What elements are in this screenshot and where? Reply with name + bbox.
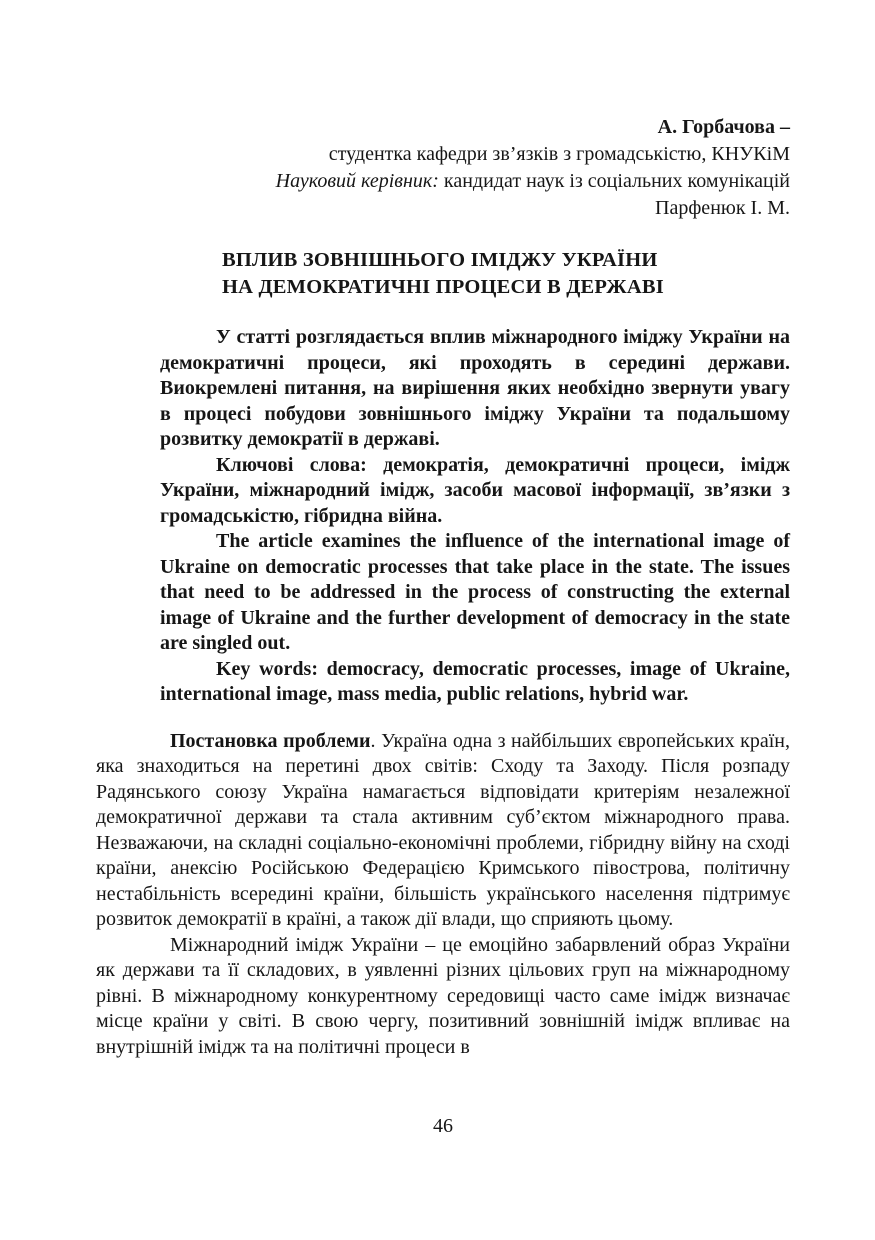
- page-number: 46: [433, 1115, 453, 1137]
- advisor-name: Парфенюк І. М.: [655, 197, 790, 219]
- author-affiliation: студентка кафедри зв’язків з громадськістю, КНУКіМ: [328, 143, 790, 165]
- author-name: А. Горбачова –: [657, 116, 790, 138]
- text-column: [96, 0, 790, 1060]
- advisor-label: Науковий керівник:: [275, 170, 439, 192]
- abstract-english: The article examines the influence of the international image of Ukraine on democratic processes that take place in the state. The issues that need to be addressed in the process of constructing the external image of Ukraine and the further development of democracy in the state are singled out.: [160, 530, 790, 654]
- advisor-line: [96, 168, 790, 195]
- advisor-description: кандидат наук із соціальних комунікацій: [438, 170, 790, 192]
- problem-statement-text: . Україна одна з найбільших європейських країн, яка знаходиться на перетині двох світів: Сходу та Заходу. Після розпаду Радянського союзу Україна намагається відповідати критеріям незалежної демократичної держави та стала активним суб’єктом міжнародного права. Незважаючи, на складні соціально-економічні проблеми, гібридну війну на сході країни, анексію Російською Федерацією Кримського півострова, політичну нестабільність всередині країни, більшість українського населення підтримує розвиток демократії в країні, а також дії влади, що сприяють цьому.: [96, 729, 791, 930]
- article-title-line-2: НА ДЕМОКРАТИЧНІ ПРОЦЕСИ В ДЕРЖАВІ: [222, 276, 664, 298]
- paragraph-problem-statement: [96, 729, 790, 933]
- author-block: [96, 0, 790, 222]
- article-title-line-1: ВПЛИВ ЗОВНІШНЬОГО ІМІДЖУ УКРАЇНИ: [222, 249, 658, 271]
- keywords-ukrainian: Ключові слова: демократія, демократичні процеси, імідж України, міжнародний імідж, засоби масової інформації, зв’язки з громадськістю, гібридна війна.: [160, 453, 790, 527]
- keywords-english: Key words: democracy, democratic processes, image of Ukraine, international image, mass media, public relations, hybrid war.: [160, 657, 790, 705]
- abstract-ukrainian: У статті розглядається вплив міжнародного іміджу України на демократичні процеси, які проходять в середині держави. Виокремлені питання, на вирішення яких необхідно звернути увагу в процесі побудови зовнішнього іміджу України та подальшому розвитку демократії в державі.: [160, 326, 790, 450]
- paragraph-international-image: Міжнародний імідж України – це емоційно забарвлений образ України як держави та її складових, в уявленні різних цільових груп на міжнародному рівні. В міжнародному конкурентному середовищі часто саме імідж визначає місце країни у світі. В свою чергу, позитивний зовнішній імідж впливає на внутрішній імідж та на політичні процеси в: [96, 933, 790, 1058]
- article-body: [96, 729, 790, 1061]
- abstract-block: [160, 325, 790, 708]
- problem-statement-lead: Постановка проблеми: [170, 729, 371, 752]
- article-title: [222, 247, 790, 301]
